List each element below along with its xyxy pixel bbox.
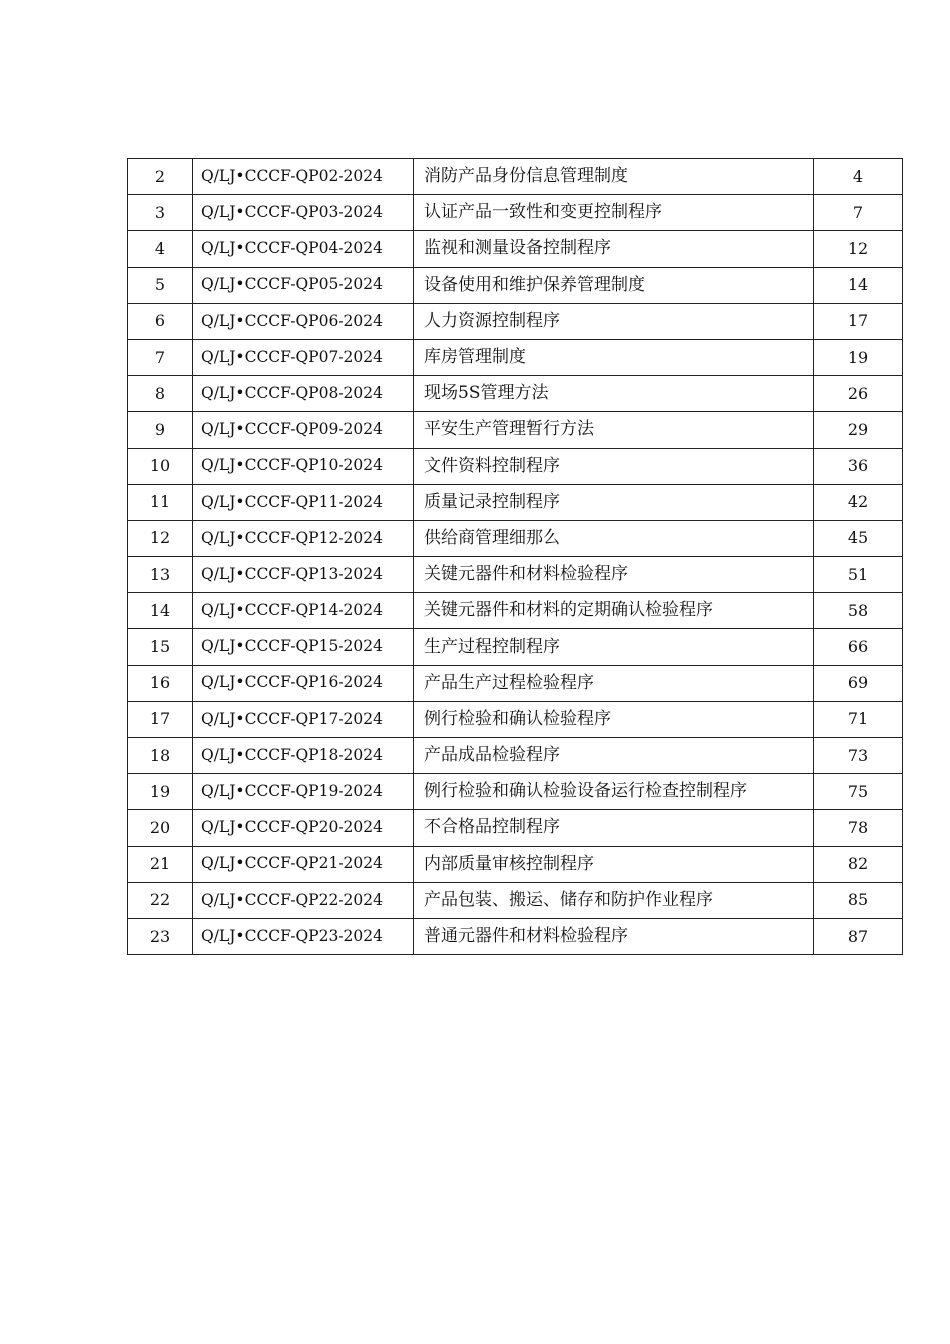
document-code-cell: Q/LJ•CCCF-QP05-2024 — [193, 267, 414, 303]
row-number-cell: 18 — [128, 738, 193, 774]
document-title-cell: 产品生产过程检验程序 — [414, 665, 814, 701]
document-title-cell: 产品包装、搬运、储存和防护作业程序 — [414, 882, 814, 918]
document-code-cell: Q/LJ•CCCF-QP06-2024 — [193, 303, 414, 339]
document-title-cell: 监视和测量设备控制程序 — [414, 231, 814, 267]
page-number-cell: 17 — [814, 303, 903, 339]
page-number-cell: 58 — [814, 593, 903, 629]
document-code-cell: Q/LJ•CCCF-QP23-2024 — [193, 918, 414, 954]
table-row — [128, 774, 903, 810]
row-number-cell: 20 — [128, 810, 193, 846]
table-row — [128, 339, 903, 375]
document-code-cell: Q/LJ•CCCF-QP10-2024 — [193, 448, 414, 484]
page-number-cell: 51 — [814, 557, 903, 593]
row-number-cell: 2 — [128, 159, 193, 195]
table-row — [128, 701, 903, 737]
document-title-cell: 现场5S管理方法 — [414, 376, 814, 412]
page-number-cell: 7 — [814, 195, 903, 231]
table-row — [128, 882, 903, 918]
row-number-cell: 16 — [128, 665, 193, 701]
row-number-cell: 7 — [128, 339, 193, 375]
document-code-cell: Q/LJ•CCCF-QP15-2024 — [193, 629, 414, 665]
document-code-cell: Q/LJ•CCCF-QP11-2024 — [193, 484, 414, 520]
document-title-cell: 例行检验和确认检验程序 — [414, 701, 814, 737]
row-number-cell: 23 — [128, 918, 193, 954]
document-title-cell: 人力资源控制程序 — [414, 303, 814, 339]
page-number-cell: 73 — [814, 738, 903, 774]
table-row — [128, 484, 903, 520]
table-row — [128, 665, 903, 701]
document-title-cell: 供给商管理细那么 — [414, 520, 814, 556]
document-code-cell: Q/LJ•CCCF-QP02-2024 — [193, 159, 414, 195]
document-title-cell: 产品成品检验程序 — [414, 738, 814, 774]
row-number-cell: 10 — [128, 448, 193, 484]
page-number-cell: 26 — [814, 376, 903, 412]
document-code-cell: Q/LJ•CCCF-QP08-2024 — [193, 376, 414, 412]
row-number-cell: 3 — [128, 195, 193, 231]
page-number-cell: 66 — [814, 629, 903, 665]
table-row — [128, 195, 903, 231]
table-row — [128, 918, 903, 954]
page-number-cell: 45 — [814, 520, 903, 556]
table-row — [128, 303, 903, 339]
table-row — [128, 267, 903, 303]
row-number-cell: 8 — [128, 376, 193, 412]
document-title-cell: 设备使用和维护保养管理制度 — [414, 267, 814, 303]
document-code-cell: Q/LJ•CCCF-QP14-2024 — [193, 593, 414, 629]
table-row — [128, 448, 903, 484]
document-title-cell: 消防产品身份信息管理制度 — [414, 159, 814, 195]
page-number-cell: 69 — [814, 665, 903, 701]
document-title-cell: 不合格品控制程序 — [414, 810, 814, 846]
row-number-cell: 17 — [128, 701, 193, 737]
document-code-cell: Q/LJ•CCCF-QP22-2024 — [193, 882, 414, 918]
page-number-cell: 12 — [814, 231, 903, 267]
table-row — [128, 738, 903, 774]
page-number-cell: 85 — [814, 882, 903, 918]
row-number-cell: 15 — [128, 629, 193, 665]
page-number-cell: 14 — [814, 267, 903, 303]
row-number-cell: 6 — [128, 303, 193, 339]
table-row — [128, 593, 903, 629]
document-code-cell: Q/LJ•CCCF-QP12-2024 — [193, 520, 414, 556]
document-code-cell: Q/LJ•CCCF-QP21-2024 — [193, 846, 414, 882]
row-number-cell: 21 — [128, 846, 193, 882]
row-number-cell: 11 — [128, 484, 193, 520]
document-title-cell: 平安生产管理暂行方法 — [414, 412, 814, 448]
page-number-cell: 87 — [814, 918, 903, 954]
page-number-cell: 19 — [814, 339, 903, 375]
document-title-cell: 内部质量审核控制程序 — [414, 846, 814, 882]
document-title-cell: 生产过程控制程序 — [414, 629, 814, 665]
table-body — [128, 159, 903, 955]
row-number-cell: 4 — [128, 231, 193, 267]
document-title-cell: 普通元器件和材料检验程序 — [414, 918, 814, 954]
document-code-cell: Q/LJ•CCCF-QP03-2024 — [193, 195, 414, 231]
document-code-cell: Q/LJ•CCCF-QP16-2024 — [193, 665, 414, 701]
row-number-cell: 14 — [128, 593, 193, 629]
page-number-cell: 36 — [814, 448, 903, 484]
document-code-cell: Q/LJ•CCCF-QP13-2024 — [193, 557, 414, 593]
table-row — [128, 520, 903, 556]
document-title-cell: 关键元器件和材料的定期确认检验程序 — [414, 593, 814, 629]
document-code-cell: Q/LJ•CCCF-QP07-2024 — [193, 339, 414, 375]
document-code-cell: Q/LJ•CCCF-QP04-2024 — [193, 231, 414, 267]
document-index-table — [127, 158, 903, 955]
page-number-cell: 42 — [814, 484, 903, 520]
row-number-cell: 5 — [128, 267, 193, 303]
document-title-cell: 库房管理制度 — [414, 339, 814, 375]
row-number-cell: 19 — [128, 774, 193, 810]
table-row — [128, 231, 903, 267]
page-number-cell: 82 — [814, 846, 903, 882]
document-code-cell: Q/LJ•CCCF-QP09-2024 — [193, 412, 414, 448]
document-title-cell: 关键元器件和材料检验程序 — [414, 557, 814, 593]
document-title-cell: 例行检验和确认检验设备运行检查控制程序 — [414, 774, 814, 810]
table-row — [128, 557, 903, 593]
row-number-cell: 9 — [128, 412, 193, 448]
page-number-cell: 75 — [814, 774, 903, 810]
page-number-cell: 71 — [814, 701, 903, 737]
document-code-cell: Q/LJ•CCCF-QP18-2024 — [193, 738, 414, 774]
document-title-cell: 质量记录控制程序 — [414, 484, 814, 520]
document-title-cell: 文件资料控制程序 — [414, 448, 814, 484]
table-row — [128, 629, 903, 665]
row-number-cell: 12 — [128, 520, 193, 556]
document-code-cell: Q/LJ•CCCF-QP19-2024 — [193, 774, 414, 810]
table-row — [128, 810, 903, 846]
page-number-cell: 4 — [814, 159, 903, 195]
table-row — [128, 159, 903, 195]
table-row — [128, 376, 903, 412]
document-title-cell: 认证产品一致性和变更控制程序 — [414, 195, 814, 231]
row-number-cell: 13 — [128, 557, 193, 593]
page-number-cell: 29 — [814, 412, 903, 448]
document-code-cell: Q/LJ•CCCF-QP17-2024 — [193, 701, 414, 737]
page-number-cell: 78 — [814, 810, 903, 846]
table-row — [128, 412, 903, 448]
table-row — [128, 846, 903, 882]
document-code-cell: Q/LJ•CCCF-QP20-2024 — [193, 810, 414, 846]
row-number-cell: 22 — [128, 882, 193, 918]
